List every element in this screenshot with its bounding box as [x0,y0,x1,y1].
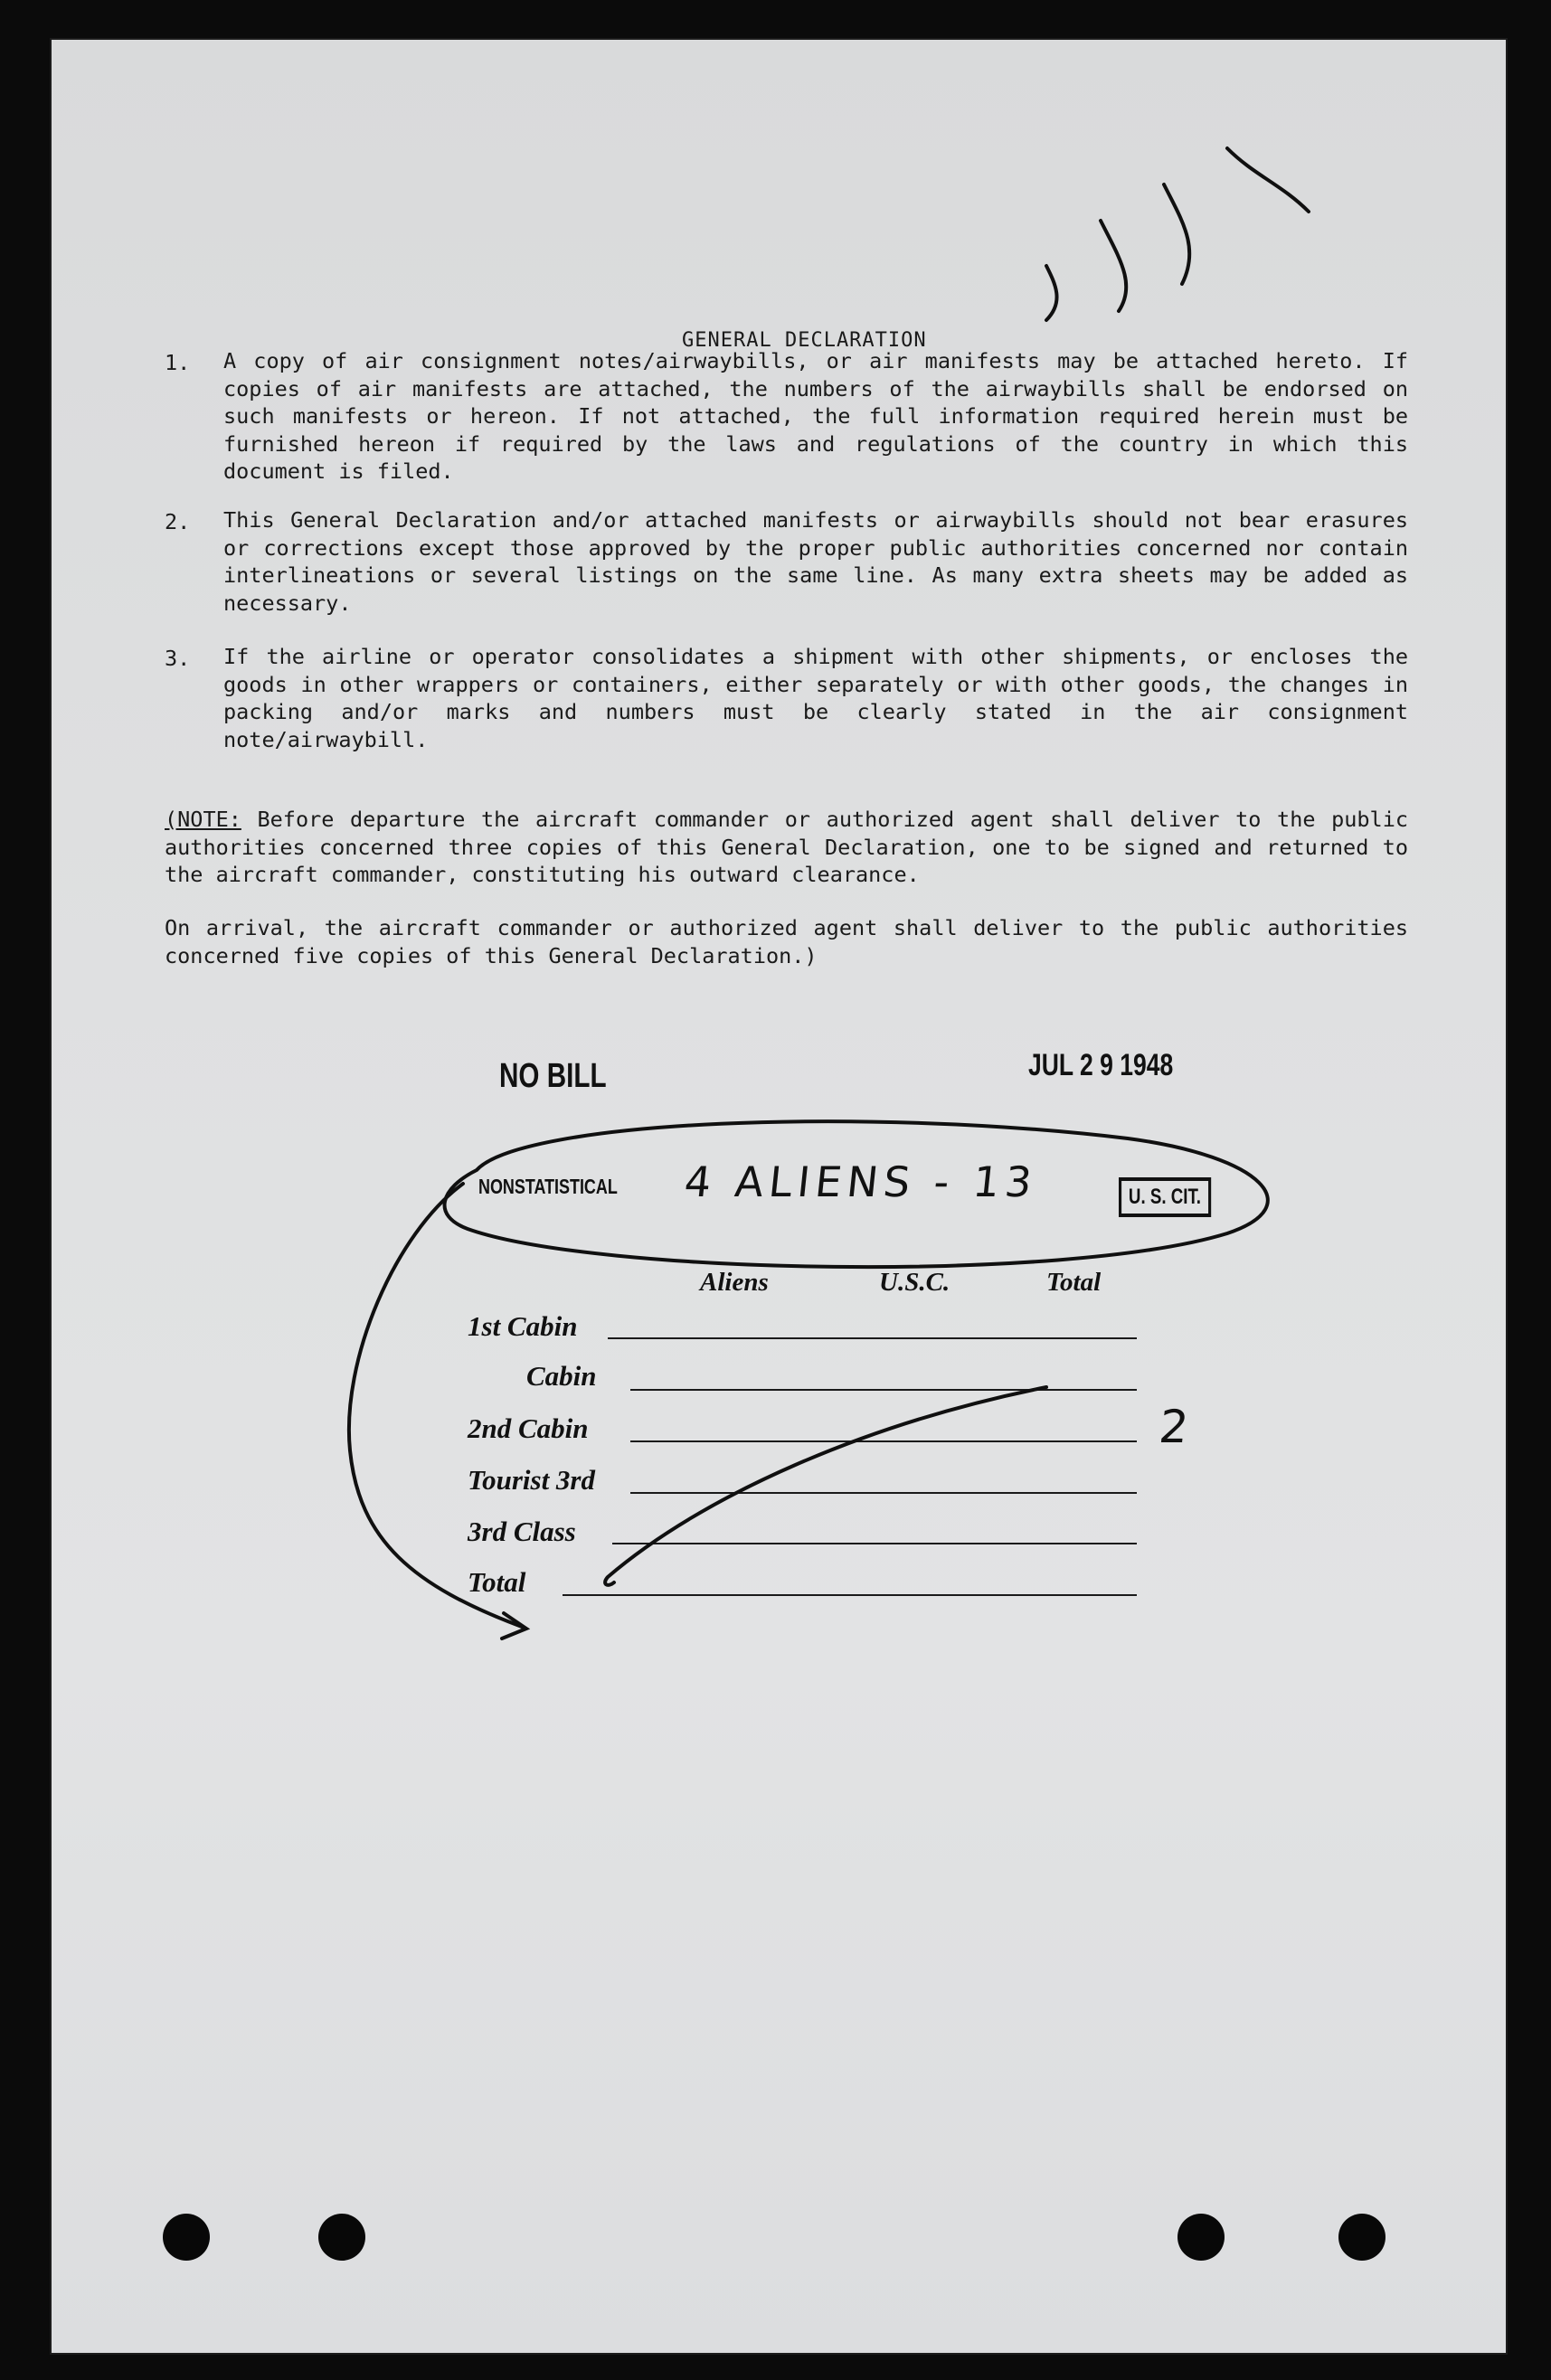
handwritten-marks [52,40,1506,2353]
row-3rd-class: 3rd Class [468,1516,576,1547]
row-cabin: Cabin [526,1360,597,1392]
row-total: Total [468,1566,526,1598]
us-cit-stamp: U. S. CIT. [1119,1177,1211,1217]
arrow-head [502,1613,526,1639]
document-title: GENERAL DECLARATION [682,329,927,352]
item-1-number: 1. [165,350,191,375]
aliens-count-handwriting: 4 ALIENS - 13 [682,1157,1040,1206]
column-aliens: Aliens [700,1268,769,1297]
diagonal-stroke [605,1387,1046,1585]
punch-hole-right-1 [1177,2214,1225,2261]
no-bill-stamp: NO BILL [499,1057,607,1095]
row-tourist-3rd: Tourist 3rd [468,1464,595,1496]
punch-hole-left-2 [318,2214,365,2261]
row-2nd-cabin: 2nd Cabin [468,1412,589,1444]
punch-hole-left-1 [163,2214,210,2261]
column-usc: U.S.C. [879,1268,950,1297]
corner-scribble [1046,148,1309,320]
nonstatistical-stamp: NONSTATISTICAL [478,1175,618,1198]
item-3-number: 3. [165,646,191,671]
row-1st-cabin: 1st Cabin [468,1310,578,1342]
second-cabin-handwriting: 2 [1156,1401,1196,1453]
item-2-text: This General Declaration and/or attached manifests or airwaybills should not bear erasures or corrections except those approved by the proper public authorities concerned nor contain interlineations or several listings on the same line. As many extra sheets may be added as necessary. [223,507,1408,616]
item-1-text: A copy of air consignment notes/airwaybills, or air manifests may be attached hereto. If copies of air manifests are attached, the numbers of the airwaybills shall be endorsed on such manifests or hereon. If not attached, the full information required herein must be furnished hereon if required by the laws and regulations of the country in which this document is filed. [223,348,1408,484]
note-text: Before departure the aircraft commander or authorized agent shall deliver to the public authorities concerned three copies of this General Declaration, one to be signed and returned to the aircraft commander, constituting his outward clearance. [165,807,1408,887]
note-label: (NOTE: [165,807,241,832]
punch-hole-right-2 [1338,2214,1385,2261]
arrival-paragraph: On arrival, the aircraft commander or authorized agent shall deliver to the public authorities concerned five copies of this General Declaration.) [165,915,1408,968]
arrow-curve [349,1184,522,1627]
item-3-text: If the airline or operator consolidates a shipment with other shipments, or encloses the goods in other wrappers or containers, either separately or with other goods, the changes in packing and/or marks and numbers must be clearly stated in the air consignment note/airwaybill. [223,644,1408,752]
nonstatistical-circle [445,1121,1268,1267]
date-stamp: JUL 2 9 1948 [1028,1048,1174,1082]
column-total: Total [1046,1268,1102,1297]
document-page [50,38,1508,2355]
item-2-number: 2. [165,509,191,534]
